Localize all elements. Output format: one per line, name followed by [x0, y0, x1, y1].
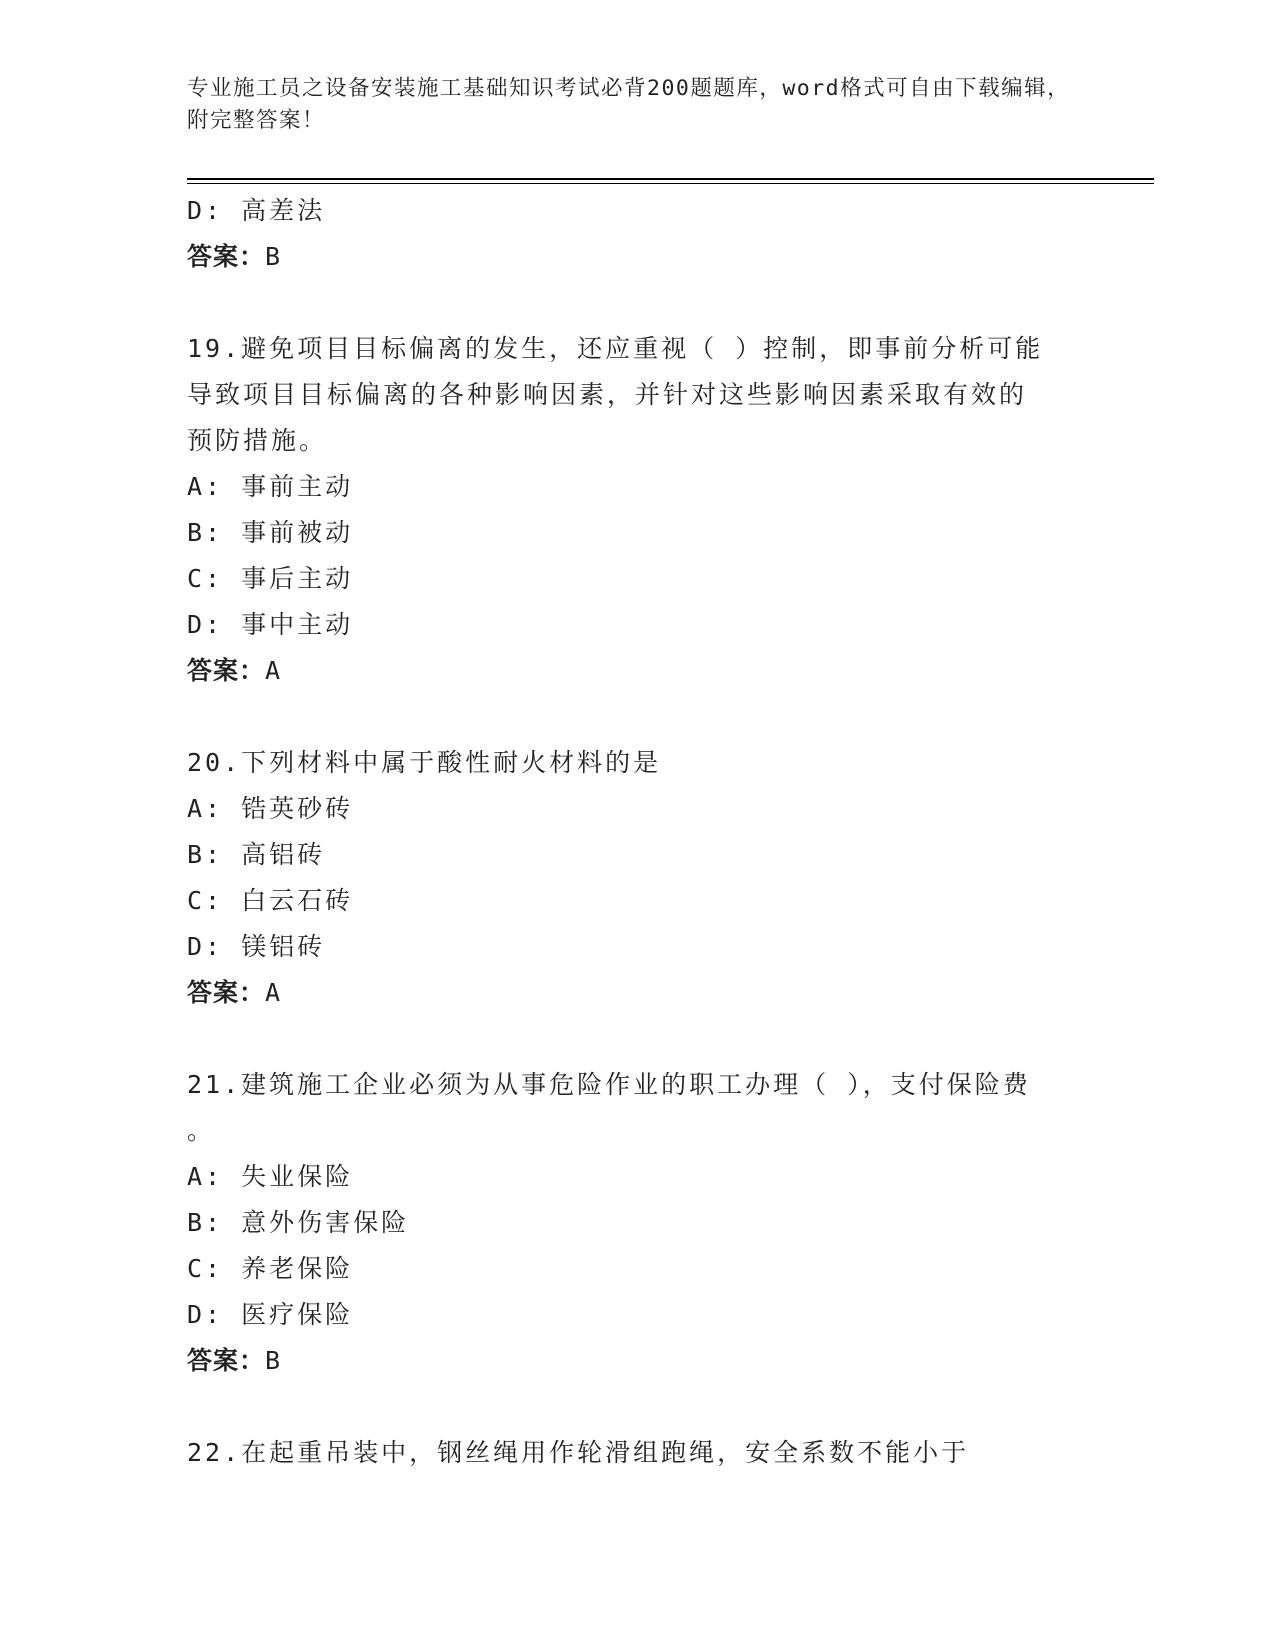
answer-value: A [265, 656, 282, 685]
option-a: A: 锆英砂砖 [187, 794, 354, 823]
question-stem-line: 。 [187, 1116, 216, 1145]
question-21 [187, 1062, 1087, 1384]
header-divider-thick [187, 178, 1154, 180]
question-stem-line: 导致项目目标偏离的各种影响因素，并针对这些影响因素采取有效的 [187, 380, 1028, 409]
option-c: C: 白云石砖 [187, 886, 354, 915]
option-d: D: 镁铝砖 [187, 932, 326, 961]
option-c: C: 养老保险 [187, 1254, 354, 1283]
option-a: A: 事前主动 [187, 472, 354, 501]
document-header: 专业施工员之设备安装施工基础知识考试必背200题题库，word格式可自由下载编辑，附完整答案！ [187, 76, 1071, 133]
question-stem-line: 22.在起重吊装中，钢丝绳用作轮滑组跑绳，安全系数不能小于 [187, 1438, 970, 1467]
option-b: B: 意外伤害保险 [187, 1208, 410, 1237]
question-list [187, 188, 1087, 1476]
option-d: D: 高差法 [187, 196, 326, 225]
option-b: B: 事前被动 [187, 518, 354, 547]
question-19 [187, 326, 1087, 694]
answer-value: A [265, 978, 282, 1007]
option-b: B: 高铝砖 [187, 840, 326, 869]
answer-label: 答案： [187, 978, 266, 1007]
answer-label: 答案： [187, 1346, 266, 1375]
question-stem-line: 预防措施。 [187, 426, 328, 455]
answer-line [187, 648, 1087, 694]
answer-label: 答案： [187, 242, 266, 271]
answer-label: 答案： [187, 656, 266, 685]
header-divider-thin [187, 183, 1154, 184]
option-d: D: 医疗保险 [187, 1300, 354, 1329]
question-22 [187, 1430, 1087, 1476]
option-d: D: 事中主动 [187, 610, 354, 639]
question-20 [187, 740, 1087, 1016]
question-stem-line: 19.避免项目目标偏离的发生，还应重视（ ）控制，即事前分析可能 [187, 334, 1044, 363]
question-stem-line: 20.下列材料中属于酸性耐火材料的是 [187, 748, 662, 777]
option-c: C: 事后主动 [187, 564, 354, 593]
answer-line [187, 970, 1087, 1016]
question-stem-line: 21.建筑施工企业必须为从事危险作业的职工办理（ ），支付保险费 [187, 1070, 1031, 1099]
answer-line [187, 234, 1087, 280]
option-a: A: 失业保险 [187, 1162, 354, 1191]
answer-value: B [265, 242, 282, 271]
answer-value: B [265, 1346, 282, 1375]
answer-line [187, 1338, 1087, 1384]
